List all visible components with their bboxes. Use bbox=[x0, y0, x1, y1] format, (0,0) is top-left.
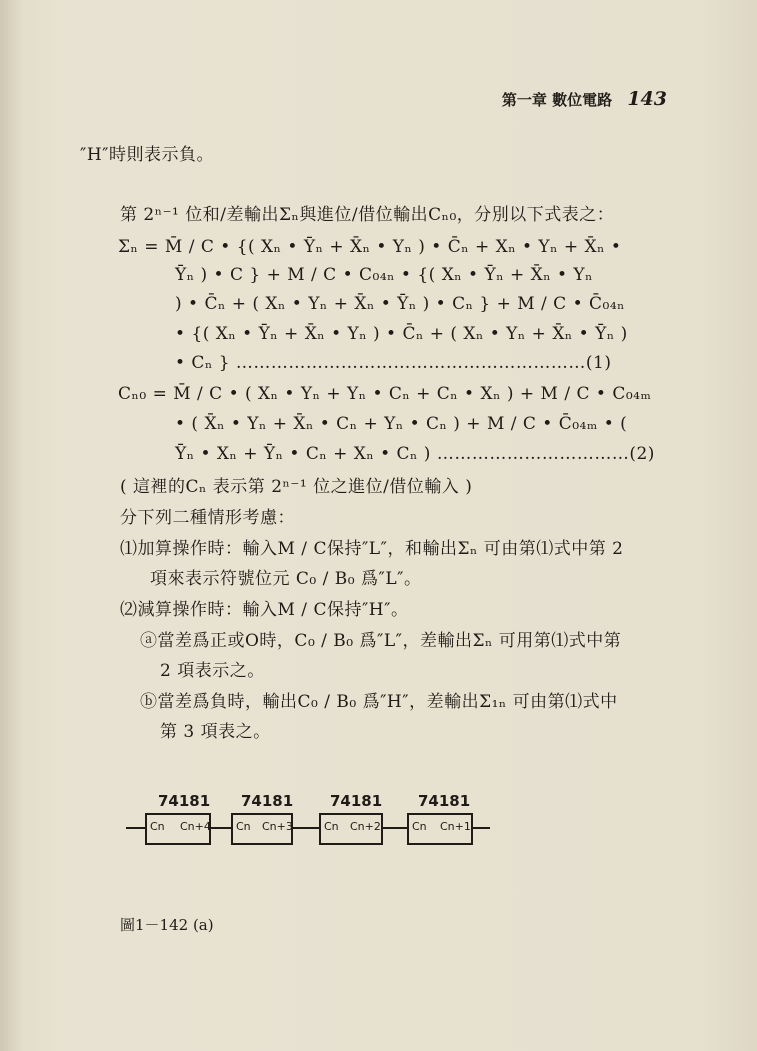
pin-label: Cn bbox=[150, 820, 165, 833]
formula-line: • ( X̄ₙ • Yₙ + X̄ₙ • Cₙ + Yₙ • Cₙ ) + M / C • C̄₀₄ₘ • ( bbox=[175, 414, 628, 434]
chip-label: 74181 bbox=[418, 792, 471, 810]
running-header bbox=[502, 88, 667, 110]
formula-line: Cₙ₀ = M̄ / C • ( Xₙ • Yₙ + Yₙ • Cₙ + Cₙ • Xₙ ) + M / C • C₀₄ₘ bbox=[118, 384, 652, 404]
pin-label: Cn bbox=[324, 820, 339, 833]
pin-label: Cn+1 bbox=[440, 820, 471, 833]
chip-label: 74181 bbox=[158, 792, 211, 810]
formula-line: Σₙ = M̄ / C • {( Xₙ • Ȳₙ + X̄ₙ • Yₙ ) • C̄ₙ + Xₙ • Yₙ + X̄ₙ • bbox=[118, 237, 622, 257]
text-line: 2 項表示之。 bbox=[160, 661, 265, 681]
pin-label: Cn+2 bbox=[350, 820, 381, 833]
text-line: ″H″時則表示負。 bbox=[80, 145, 215, 165]
chip-label: 74181 bbox=[241, 792, 294, 810]
figure-caption: 圖1－142 (a) bbox=[120, 916, 214, 934]
text-line: ⓑ當差爲負時，輸出C₀ / B₀ 爲″H″，差輸出Σ₁ₙ 可由第⑴式中 bbox=[140, 692, 618, 712]
pin-label: Cn+3 bbox=[262, 820, 293, 833]
text-line: 項來表示符號位元 C₀ / B₀ 爲″L″。 bbox=[150, 569, 422, 589]
page-number: 143 bbox=[627, 88, 667, 110]
text-line: 第 2ⁿ⁻¹ 位和/差輸出Σₙ與進位/借位輸出Cₙ₀，分別以下式表之： bbox=[120, 205, 615, 225]
formula-line: • {( Xₙ • Ȳₙ + X̄ₙ • Yₙ ) • C̄ₙ + ( Xₙ • Yₙ + X̄ₙ • Ȳₙ ) bbox=[175, 324, 628, 344]
text-line: ⑵減算操作時：輸入M / C保持″H″。 bbox=[120, 600, 409, 620]
text-line: ( 這裡的Cₙ 表示第 2ⁿ⁻¹ 位之進位/借位輸入 ) bbox=[120, 477, 473, 497]
text-line: ⑴加算操作時：輸入M / C保持″L″，和輸出Σₙ 可由第⑴式中第 2 bbox=[120, 539, 624, 559]
text-line: 分下列二種情形考慮： bbox=[120, 508, 295, 528]
pin-label: Cn+4 bbox=[180, 820, 211, 833]
text-line: ⓐ當差爲正或O時，C₀ / B₀ 爲″L″，差輸出Σₙ 可用第⑴式中第 bbox=[140, 631, 622, 651]
pin-label: Cn bbox=[236, 820, 251, 833]
formula-line: Ȳₙ • Xₙ + Ȳₙ • Cₙ + Xₙ • Cₙ ) ……………………………(2) bbox=[175, 444, 655, 464]
formula-line: ) • C̄ₙ + ( Xₙ • Yₙ + X̄ₙ • Ȳₙ ) • Cₙ } + M / C • C̄₀₄ₙ bbox=[175, 294, 625, 314]
formula-line: • Cₙ } ……………………………………………………(1) bbox=[175, 353, 612, 373]
chip-label: 74181 bbox=[330, 792, 383, 810]
chapter-title: 第一章 數位電路 bbox=[501, 91, 613, 109]
formula-line: Ȳₙ ) • C } + M / C • C₀₄ₙ • {( Xₙ • Ȳₙ + X̄ₙ • Yₙ bbox=[175, 265, 593, 285]
text-line: 第 3 項表之。 bbox=[160, 722, 271, 742]
pin-label: Cn bbox=[412, 820, 427, 833]
